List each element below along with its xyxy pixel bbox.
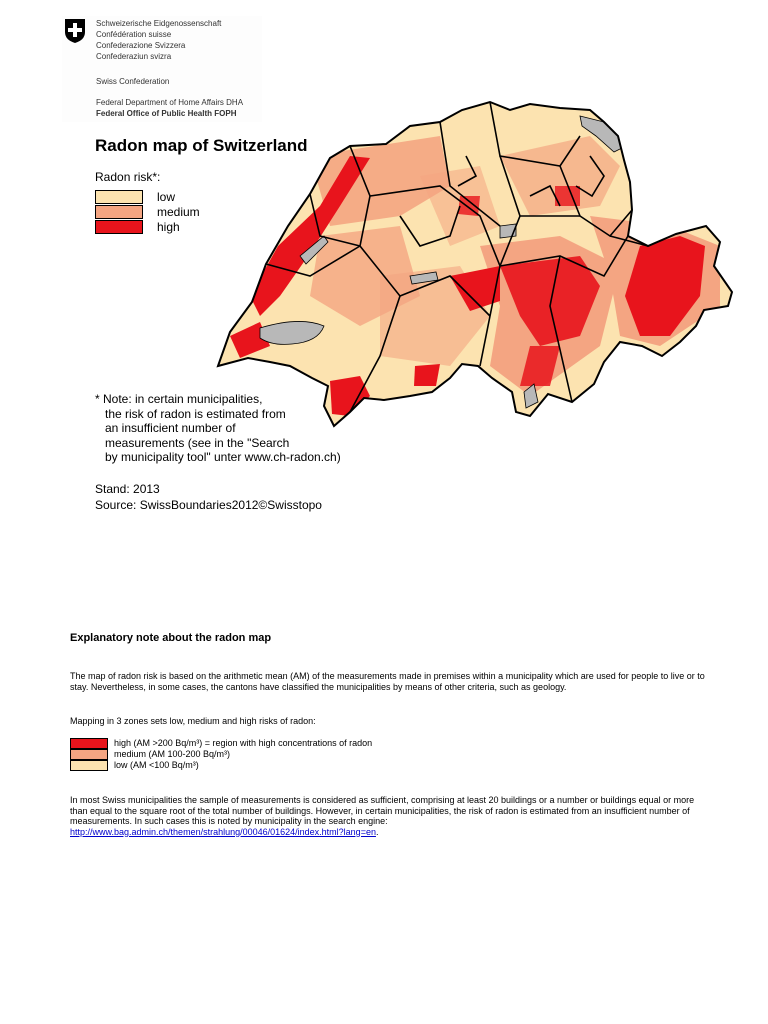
zone-label-low: low (AM <100 Bq/m³) [114, 760, 199, 770]
header-office: Federal Office of Public Health FOPH [96, 109, 237, 118]
legend-swatch-high [95, 220, 143, 234]
legend-item-low [95, 188, 175, 202]
zone-swatch-high [70, 738, 108, 749]
legend-label-low: low [157, 189, 176, 204]
bag-search-link[interactable]: http://www.bag.admin.ch/themen/strahlung/00046/01624/index.html?lang=en [70, 826, 376, 837]
header-line-french: Confédération suisse [96, 30, 172, 39]
header-line-italian: Confederazione Svizzera [96, 41, 186, 50]
explanatory-paragraph-2: Mapping in 3 zones sets low, medium and high risks of radon: [70, 716, 316, 726]
explanatory-paragraph-3-text: In most Swiss municipalities the sample of measurements is considered as sufficient, comprising at least 20 buildings or a number or buildings equal or more than equal to the square root of the total number of buildings. However, in certain municipalities, the risk of radon is estimated from an insufficient number of measurements. In such cases this is noted by municipality in the search engine: [70, 795, 695, 826]
explanatory-paragraph-1: The map of radon risk is based on the arithmetic mean (AM) of the measurements made in premises within a municipality which are used for people to live or to stay. Nevertheless, in some cases, the cantons have classified the municipalities by means of other criteria, such as geology. [70, 671, 705, 692]
swiss-coat-of-arms-icon [64, 18, 86, 44]
zone-key-low [70, 760, 199, 771]
legend-swatch-low [95, 190, 143, 204]
zone-swatch-low [70, 760, 108, 771]
legend-item-medium [95, 203, 200, 217]
header-department: Federal Department of Home Affairs DHA [96, 98, 244, 107]
header-line-german: Schweizerische Eidgenossenschaft [96, 19, 222, 28]
legend-label-medium: medium [157, 204, 200, 219]
zone-key-high [70, 738, 372, 749]
map-stand-source [95, 481, 322, 513]
header-line-romansh: Confederaziun svizra [96, 52, 172, 61]
explanatory-title: Explanatory note about the radon map [70, 632, 272, 644]
zone-label-medium: medium (AM 100-200 Bq/m³) [114, 749, 231, 759]
map-note: * Note: in certain municipalities, the risk of radon is estimated from an insufficient number of measurements (see in the "Search by municipality tool" unter www.ch-radon.ch) [95, 392, 341, 464]
map-title: Radon map of Switzerland [95, 136, 308, 155]
zone-swatch-medium [70, 749, 108, 760]
map-stand: Stand: 2013 [95, 482, 160, 496]
explanatory-paragraph-3 [70, 795, 710, 837]
link-suffix: . [375, 826, 379, 837]
zone-key-medium [70, 749, 230, 760]
header-confederation: Swiss Confederation [96, 77, 170, 86]
map-source: Source: SwissBoundaries2012©Swisstopo [95, 498, 322, 512]
zone-label-high: high (AM >200 Bq/m³) = region with high concentrations of radon [114, 738, 373, 748]
legend-title: Radon risk*: [95, 170, 161, 184]
legend-swatch-medium [95, 205, 143, 219]
legend-label-high: high [157, 219, 180, 234]
legend-item-high [95, 218, 180, 232]
